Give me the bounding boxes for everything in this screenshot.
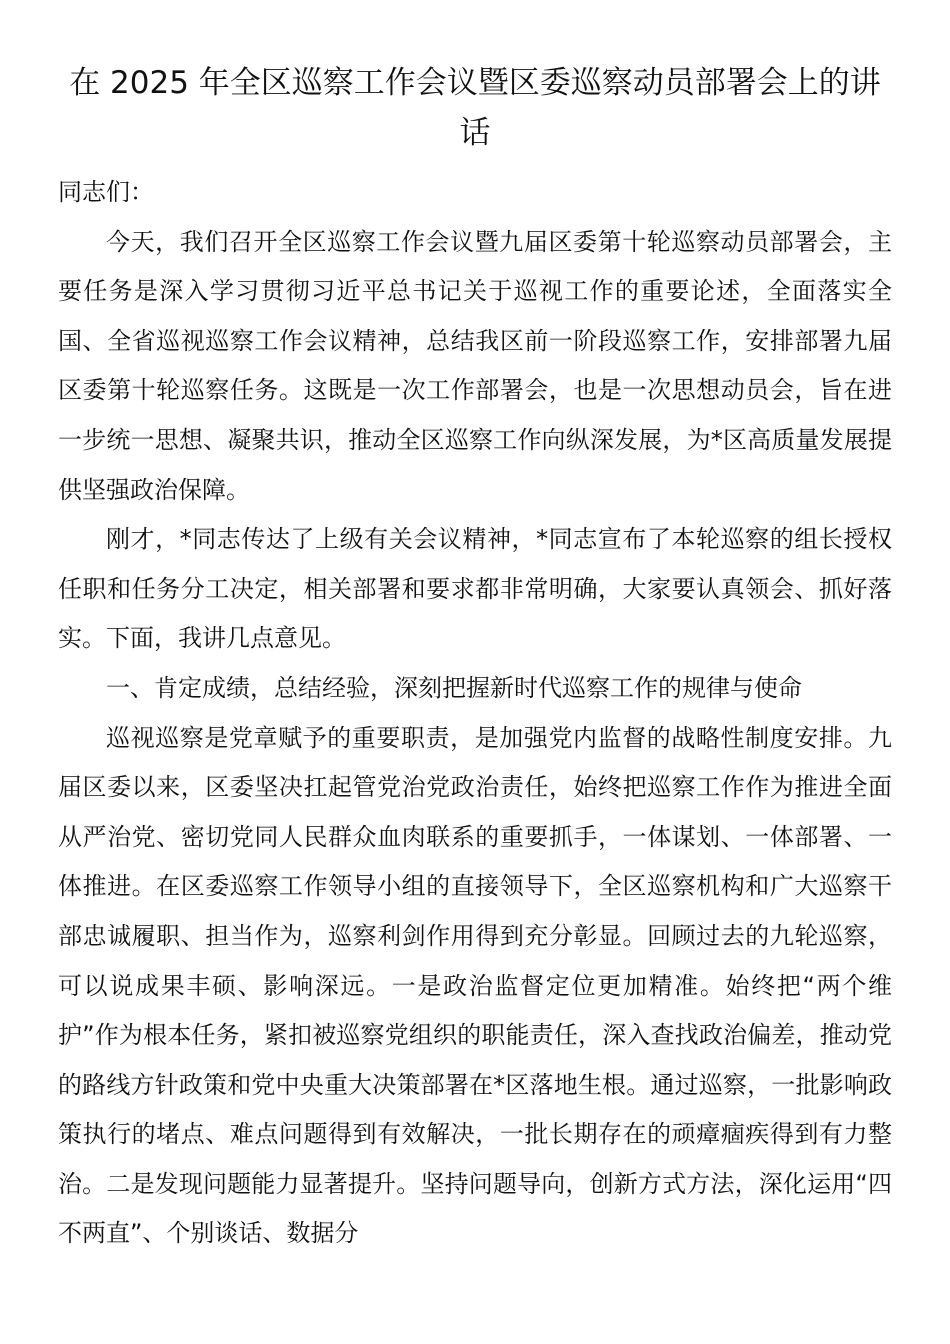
paragraph-opening: 今天，我们召开全区巡察工作会议暨九届区委第十轮巡察动员部署会，主要任务是深入学习贯彻习近平总书记关于巡视工作的重要论述，全面落实全国、全省巡视巡察工作会议精神，总结我区前一阶段巡察工作，安排部署九届区委第十轮巡察任务。这既是一次工作部署会，也是一次思想动员会，旨在进一步统一思想、凝聚共识，推动全区巡察工作向纵深发展，为*区高质量发展提供坚强政治保障。 bbox=[58, 227, 892, 504]
paragraph-agenda: 刚才，*同志传达了上级有关会议精神，*同志宣布了本轮巡察的组长授权任职和任务分工决定，相关部署和要求都非常明确，大家要认真领会、抓好落实。下面，我讲几点意见。 bbox=[58, 525, 892, 653]
document-page bbox=[58, 58, 892, 1259]
document-title: 在 2025 年全区巡察工作会议暨区委巡察动员部署会上的讲话 bbox=[69, 65, 881, 151]
salutation: 同志们： bbox=[58, 178, 154, 206]
paragraph-section-body: 巡视巡察是党章赋予的重要职责，是加强党内监督的战略性制度安排。九届区委以来，区委坚决扛起管党治党政治责任，始终把巡察工作作为推进全面从严治党、密切党同人民群众血肉联系的重要抓手，一体谋划、一体部署、一体推进。在区委巡察工作领导小组的直接领导下，全区巡察机构和广大巡察干部忠诚履职、担当作为，巡察利剑作用得到充分彰显。回顾过去的九轮巡察，可以说成果丰硕、影响深远。一是政治监督定位更加精准。始终把“两个维护”作为根本任务，紧扣被巡察党组织的职能责任，深入查找政治偏差，推动党的路线方针政策和党中央重大决策部署在*区落地生根。通过巡察，一批影响政策执行的堵点、难点问题得到有效解决，一批长期存在的顽瘴痼疾得到有力整治。二是发现问题能力显著提升。坚持问题导向，创新方式方法，深化运用“四不两直”、个别谈话、数据分 bbox=[58, 723, 892, 1248]
section-heading: 一、肯定成绩，总结经验，深刻把握新时代巡察工作的规律与使命 bbox=[106, 673, 802, 702]
